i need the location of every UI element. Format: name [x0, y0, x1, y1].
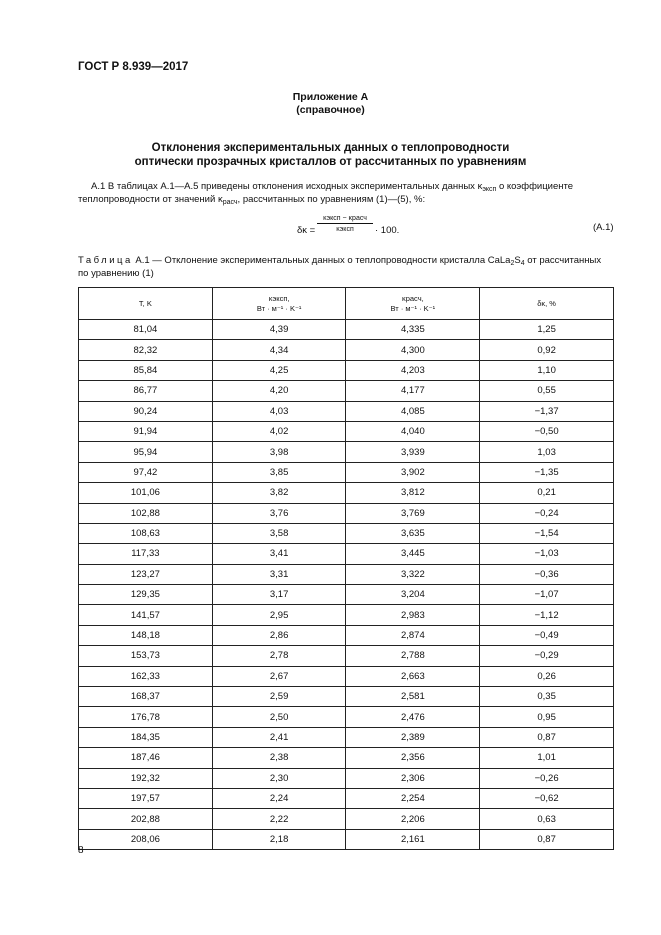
table-cell: 3,769	[346, 503, 480, 523]
table-cell: 2,874	[346, 625, 480, 645]
table-cell: 2,22	[212, 809, 346, 829]
table-cell: −0,50	[480, 421, 614, 441]
table-cell: 2,206	[346, 809, 480, 829]
table-row	[79, 809, 614, 829]
table-cell: 4,34	[212, 340, 346, 360]
table-cell: 176,78	[79, 707, 213, 727]
table-cell: −1,35	[480, 462, 614, 482]
formula-lhs: δκ =	[297, 225, 316, 236]
table-cell: 81,04	[79, 320, 213, 340]
table-cell: 2,67	[212, 666, 346, 686]
table-cell: 85,84	[79, 360, 213, 380]
table-cell: 2,95	[212, 605, 346, 625]
table-cell: −0,29	[480, 646, 614, 666]
table-row	[79, 483, 614, 503]
table-cell: 2,50	[212, 707, 346, 727]
table-cell: −0,26	[480, 768, 614, 788]
table-cell: 3,58	[212, 523, 346, 543]
table-cell: 2,41	[212, 727, 346, 747]
table-cell: 2,254	[346, 788, 480, 808]
table-cell: −1,07	[480, 585, 614, 605]
table-cell: −0,24	[480, 503, 614, 523]
table-cell: −0,62	[480, 788, 614, 808]
table-cell: 3,98	[212, 442, 346, 462]
table-cell: 0,63	[480, 809, 614, 829]
table-cell: 129,35	[79, 585, 213, 605]
table-cell: 91,94	[79, 421, 213, 441]
table-row	[79, 401, 614, 421]
table-row	[79, 320, 614, 340]
table-cell: 2,983	[346, 605, 480, 625]
table-cell: −1,03	[480, 544, 614, 564]
appendix-subtitle: (справочное)	[296, 104, 365, 116]
table-row	[79, 503, 614, 523]
data-table	[78, 287, 614, 850]
table-row	[79, 788, 614, 808]
table-cell: 90,24	[79, 401, 213, 421]
table-cell: 2,18	[212, 829, 346, 849]
table-row	[79, 544, 614, 564]
table-cell: 3,635	[346, 523, 480, 543]
table-row	[79, 768, 614, 788]
table-cell: 1,01	[480, 748, 614, 768]
table-header-row	[79, 288, 614, 320]
table-cell: 2,581	[346, 687, 480, 707]
table-cell: 97,42	[79, 462, 213, 482]
header-k-exp: κэксп, Вт · м⁻¹ · K⁻¹	[212, 288, 346, 320]
table-cell: 82,32	[79, 340, 213, 360]
header-temperature: T, K	[79, 288, 213, 320]
page-number: 8	[78, 845, 84, 856]
table-cell: 1,25	[480, 320, 614, 340]
table-cell: 0,95	[480, 707, 614, 727]
table-row	[79, 462, 614, 482]
table-cell: 2,59	[212, 687, 346, 707]
table-cell: 2,476	[346, 707, 480, 727]
table-cell: 184,35	[79, 727, 213, 747]
table-cell: 208,06	[79, 829, 213, 849]
table-cell: −1,12	[480, 605, 614, 625]
table-cell: 0,55	[480, 381, 614, 401]
document-id: ГОСТ Р 8.939—2017	[78, 61, 189, 73]
table-row	[79, 585, 614, 605]
table-cell: 108,63	[79, 523, 213, 543]
table-row	[79, 605, 614, 625]
table-cell: 2,356	[346, 748, 480, 768]
table-cell: 2,24	[212, 788, 346, 808]
table-cell: 3,204	[346, 585, 480, 605]
table-row	[79, 340, 614, 360]
table-cell: 162,33	[79, 666, 213, 686]
table-cell: 3,445	[346, 544, 480, 564]
table-cell: 95,94	[79, 442, 213, 462]
table-cell: 2,306	[346, 768, 480, 788]
table-cell: 0,87	[480, 829, 614, 849]
table-cell: 4,203	[346, 360, 480, 380]
table-cell: 3,322	[346, 564, 480, 584]
table-cell: 153,73	[79, 646, 213, 666]
table-row	[79, 523, 614, 543]
table-cell: 3,82	[212, 483, 346, 503]
formula-rest: · 100.	[375, 225, 400, 236]
table-caption: Таблица А.1 — Отклонение экспериментальных данных о теплопроводности кристалла $CaLa_2S_4$ от рассчитанных по уравнению (1)	[78, 255, 602, 279]
table-cell: 2,30	[212, 768, 346, 788]
table-cell: 0,35	[480, 687, 614, 707]
table-cell: 2,161	[346, 829, 480, 849]
table-row	[79, 564, 614, 584]
table-row	[79, 687, 614, 707]
table-cell: 4,02	[212, 421, 346, 441]
table-cell: 3,17	[212, 585, 346, 605]
table-cell: 4,20	[212, 381, 346, 401]
table-row	[79, 646, 614, 666]
table-cell: 168,37	[79, 687, 213, 707]
table-cell: 2,663	[346, 666, 480, 686]
table-cell: −1,37	[480, 401, 614, 421]
table-cell: 4,040	[346, 421, 480, 441]
table-cell: 2,38	[212, 748, 346, 768]
header-deviation: δκ, %	[480, 288, 614, 320]
formula-numerator: κэксп − κрасч	[317, 215, 373, 224]
table-cell: 192,32	[79, 768, 213, 788]
table-cell: 2,78	[212, 646, 346, 666]
table-row	[79, 748, 614, 768]
table-cell: −0,36	[480, 564, 614, 584]
table-cell: 4,39	[212, 320, 346, 340]
table-row	[79, 360, 614, 380]
table-cell: 102,88	[79, 503, 213, 523]
appendix-title: Приложение А	[292, 91, 369, 103]
header-k-calc: κрасч, Вт · м⁻¹ · K⁻¹	[346, 288, 480, 320]
table-row	[79, 727, 614, 747]
table-cell: 117,33	[79, 544, 213, 564]
table-cell: 187,46	[79, 748, 213, 768]
intro-paragraph: А.1 В таблицах А.1—А.5 приведены отклонения исходных экспериментальных данных $\kappa_{эксп}$ о коэффициенте теплопроводности от значений $\kappa_{расч}$, рассчитанных по уравнениям (1)—(5), %:	[78, 181, 574, 206]
table-cell: 0,21	[480, 483, 614, 503]
table-row	[79, 442, 614, 462]
table-cell: 1,03	[480, 442, 614, 462]
table-cell: 4,25	[212, 360, 346, 380]
table-cell: −0,49	[480, 625, 614, 645]
table-cell: 4,03	[212, 401, 346, 421]
table-cell: 4,177	[346, 381, 480, 401]
table-cell: 3,31	[212, 564, 346, 584]
table-row	[79, 707, 614, 727]
table-cell: 2,788	[346, 646, 480, 666]
table-cell: −1,54	[480, 523, 614, 543]
table-cell: 148,18	[79, 625, 213, 645]
table-cell: 101,06	[79, 483, 213, 503]
section-title-line2: оптически прозрачных кристаллов от рассчитанных по уравнениям	[134, 156, 527, 168]
table-row	[79, 666, 614, 686]
table-cell: 1,10	[480, 360, 614, 380]
formula-fraction	[317, 215, 373, 233]
table-cell: 202,88	[79, 809, 213, 829]
table-cell: 0,26	[480, 666, 614, 686]
table-cell: 0,87	[480, 727, 614, 747]
table-cell: 141,57	[79, 605, 213, 625]
table-cell: 197,57	[79, 788, 213, 808]
table-cell: 3,812	[346, 483, 480, 503]
table-cell: 4,085	[346, 401, 480, 421]
formula-number: (А.1)	[593, 222, 614, 233]
table-cell: 4,335	[346, 320, 480, 340]
table-cell: 2,389	[346, 727, 480, 747]
table-cell: 123,27	[79, 564, 213, 584]
table-cell: 2,86	[212, 625, 346, 645]
table-cell: 4,300	[346, 340, 480, 360]
table-row	[79, 829, 614, 849]
table-cell: 86,77	[79, 381, 213, 401]
table-cell: 3,902	[346, 462, 480, 482]
table-cell: 0,92	[480, 340, 614, 360]
table-row	[79, 625, 614, 645]
table-cell: 3,85	[212, 462, 346, 482]
table-row	[79, 381, 614, 401]
table-row	[79, 421, 614, 441]
formula-denominator: κэксп	[336, 226, 354, 233]
table-cell: 3,76	[212, 503, 346, 523]
table-cell: 3,41	[212, 544, 346, 564]
section-title-line1: Отклонения экспериментальных данных о теплопроводности	[151, 142, 510, 154]
table-cell: 3,939	[346, 442, 480, 462]
